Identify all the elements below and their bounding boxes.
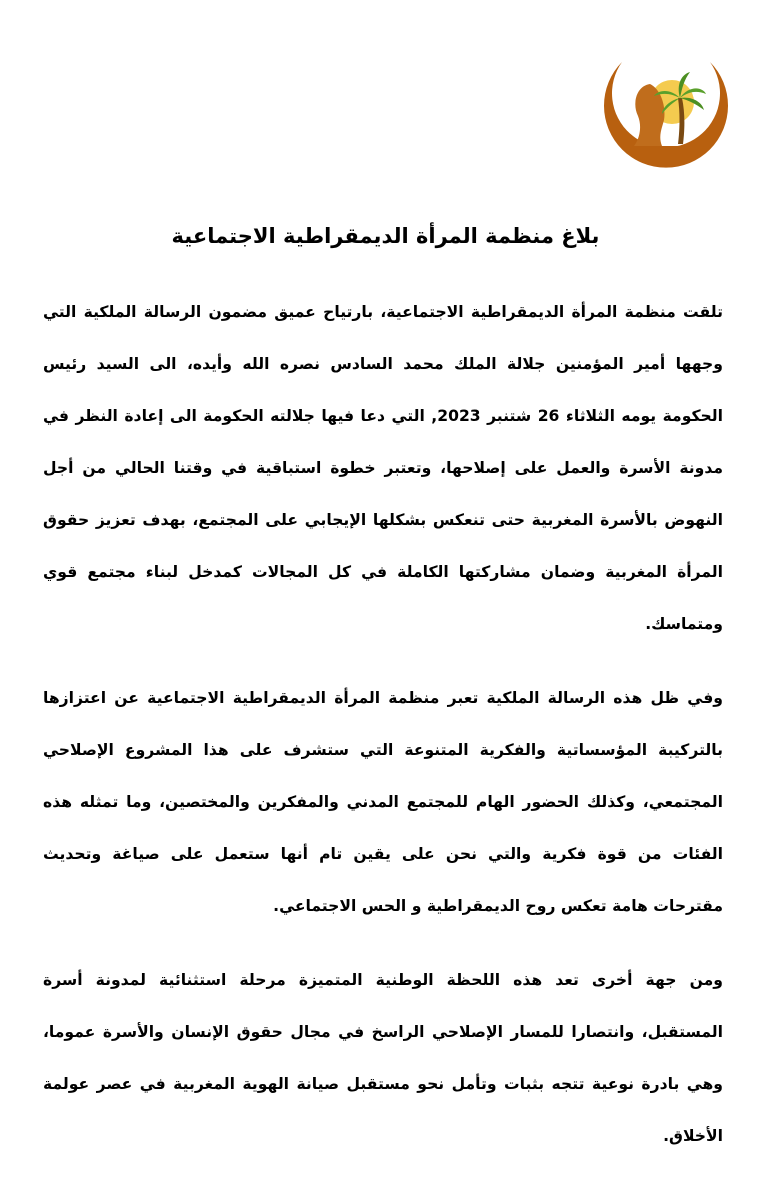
paragraph-3: ومن جهة أخرى تعد هذه اللحظة الوطنية المتميزة مرحلة استثنائية لمدونة أسرة المستقبل، وانتصارا للمسار الإصلاحي الراسخ في مجال حقوق الإنسان والأسرة عموما، وهي بادرة نوعية تتجه بثبات وتأمل نحو مستقبل صيانة الهوية المغربية في عصر عولمة الأخلاق. (43, 971, 723, 1145)
document-body (43, 286, 723, 1184)
document-title: بلاغ منظمة المرأة الديمقراطية الاجتماعية (171, 224, 600, 248)
paragraph-1: تلقت منظمة المرأة الديمقراطية الاجتماعية، بارتياح عميق مضمون الرسالة الملكية التي وجهها أمير المؤمنين جلالة الملك محمد السادس نصره الله وأيده، الى السيد رئيس الحكومة يومه الثلاثاء 26 شتنبر 2023, التي دعا فيها جلالته الحكومة الى إعادة النظر في مدونة الأسرة والعمل على إصلاحها، وتعتبر خطوة استباقية في وقتنا الحالي من أجل النهوض بالأسرة المغربية حتى تنعكس بشكلها الإيجابي على المجتمع، بهدف تعزيز حقوق المرأة المغربية وضمان مشاركتها الكاملة في كل المجالات كمدخل لبناء مجتمع قوي ومتماسك. (43, 303, 724, 633)
paragraph-2: وفي ظل هذه الرسالة الملكية تعبر منظمة المرأة الديمقراطية الاجتماعية عن اعتزازها بالتركيبة المؤسساتية والفكرية المتنوعة التي ستشرف على هذا المشروع الإصلاحي المجتمعي، وكذلك الحضور الهام للمجتمع المدني والمفكرين والمختصين، وما تمثله هذه الفئات من قوة فكرية والتي نحن على يقين تام أنها ستعمل على صياغة وتحديث مقترحات هامة تعكس روح الديمقراطية و الحس الاجتماعي. (43, 689, 723, 915)
logo-emblem (592, 42, 730, 174)
organization-logo (592, 42, 730, 174)
